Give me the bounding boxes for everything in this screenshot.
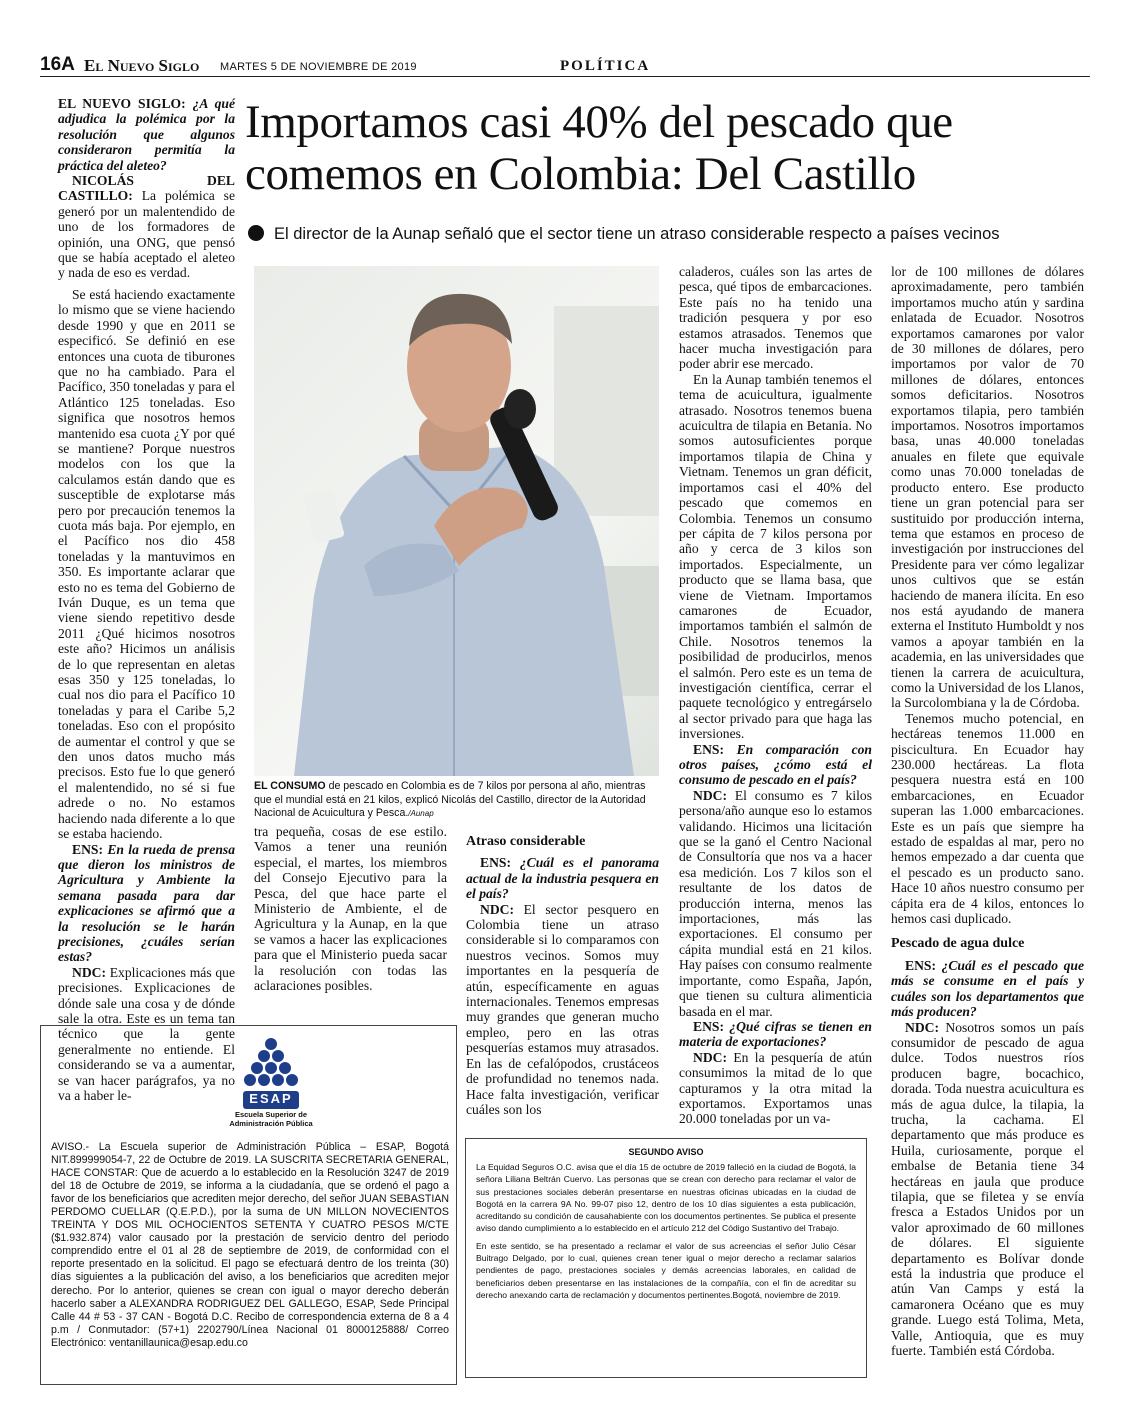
bullet-icon [248, 225, 264, 241]
question-2: ENS: En la rueda de prensa que dieron los ministros de Agricultura y Ambiente la semana pasada para dar explicaciones se afirmó que a la resolución se le harán precisiones, ¿cuáles serían estas? [58, 841, 235, 965]
issue-date: MARTES 5 DE NOVIEMBRE DE 2019 [220, 61, 417, 73]
column-4 [679, 264, 872, 1127]
notice-text: La Equidad Seguros O.C. avisa que el día 15 de octubre de 2019 falleció en la ciudad de Bogotá, la señora Liliana Beltrán Cuervo. Las personas que se crean con derecho para reclamar el valor de sus prestaciones sociales deberán presentarse en nuestras oficinas ubicadas en la ciudad de Bogotá en la carrera 9A No. 99-07 piso 12, dentro de los 10 días siguientes a esta publicación, acreditando su condición de causahabiente con los documentos pertinentes. Se publica el presente aviso dando cumplimiento a lo establecido en el artículo 212 del Código Sustantivo del Trabajo. En este sentido, se ha presentado a reclamar el valor de sus acreencias el señor Julio César Buitrago Delgado, por lo cual, quienes crean tener igual o mejor derecho a reclamar salarios pendientes de pago, prestaciones sociales y demás acreencias laborales, en calidad de beneficiarios deben presentarse en las instalaciones de la compañía, con el fin de acreditar su derecho anexando carta de reclamación y documentos pertinentes.Bogotá, noviembre de 2019. [476, 1162, 856, 1300]
answer: NDC: El sector pesquero en Colombia tiene un atraso considerable si lo comparamos con nuestros vecinos. Somos muy importantes en la pesquería de atún, específicamente en aguas internacionales. Tenemos empresas muy grandes que generan mucho empleo, pero en las otras pesquerías estamos muy atrasados. En las de cefalópodos, crustáceos de profundidad no tenemos nada. Hace falta investigación, verificar cuáles son los [466, 901, 659, 1117]
article-photo [254, 266, 659, 776]
speaker-photo-illustration [254, 266, 659, 776]
subheading: Atraso considerable [466, 834, 586, 849]
question: ENS: ¿Cuál es el panorama actual de la industria pesquera en el país? [466, 855, 659, 902]
column-5 [891, 264, 1084, 1358]
paragraph: caladeros, cuáles son las artes de pesca, qué tipos de embarcaciones. Este país no ha tenido una tradición pesquera y por eso estamos atrasados. Tenemos que hacer mucha investigación para poder abrir ese mercado. [679, 264, 872, 372]
newspaper-brand: El Nuevo Siglo [84, 56, 200, 75]
section-label: POLÍTICA [560, 58, 651, 74]
equidad-notice [465, 1138, 867, 1378]
paragraph: Se está haciendo exactamente lo mismo que se viene haciendo desde 1990 y que en 2011 se especificó. Se definió en ese entonces una cuota de tiburones que no ha cambiado. Para el Pacífico, 350 toneladas y para el Atlántico 125 toneladas. Eso significa que nosotros hemos mantenido esa cuota ¿Y por qué se mantiene? Porque nuestros modelos con los que la calculamos están dando que es susceptible de explotarse más pero por precaución tenemos la cuota más baja. Por ejemplo, en el Pacífico nos dio 458 toneladas y la mantuvimos en 350. Es importante aclarar que esto no es tema del Gobierno de Iván Duque, es un tema que viene siendo repetitivo desde 2011 ¿Qué hicimos nosotros este año? Hicimos un análisis de lo que representan en aletas esas 350 y 125 toneladas, lo cual nos dio para el Pacífico 10 toneladas y para el Caribe 5,2 toneladas. Eso con el propósito de aumentar el control y que se den unos datos mucho más precisos. Esto fue lo que generó el malentendido, no sé si fue adrede o no. No estamos haciendo nada diferente a lo que se estaba haciendo. [58, 286, 235, 842]
answer-1: NICOLÁS DEL CASTILLO: La polémica se generó por un malentendido de uno de los formadores de opinión, una ONG, que pensó que se había aceptado el aleteo y nada de eso es verdad. [58, 173, 235, 281]
answer-2: NDC: Explicaciones más que precisiones. Explicaciones de dónde sale una cosa y de dónde sale la otra. Este es un tema tan técnico que la gente generalmente no entiende. El considerando se va a aumentar, se van hacer parágrafos, ya no va a haber le- [58, 964, 235, 1103]
esap-logo-caption: Escuela Superior de Administración Pública [229, 1110, 313, 1128]
esap-logo-text: ESAP [249, 1091, 293, 1106]
question: ENS: ¿Qué cifras se tienen en materia de exportaciones? [679, 1018, 872, 1050]
header-rule [40, 76, 1090, 77]
paragraph: lor de 100 millones de dólares aproximadamente, pero también importamos mucho atún y sardina enlatada de Ecuador. Nosotros exportamos camarones por valor de 30 millones de dólares, pero importamos por valor de 70 millones de dólares, entonces somos deficitarios. Nosotros exportamos tilapia, pero también importamos. Nosotros importamos basa, unas 40.000 toneladas anuales en filete que equivale como unas 70.000 toneladas de producto entero. Ese producto tiene un gran potencial para ser sustituido por producción interna, tema que estamos en proceso de investigación por instrucciones del Presidente para ver cómo legalizar unos cultivos que se están haciendo de manera ilícita. En eso nos está ayudando de manera externa el Instituto Humboldt y nos vamos a apoyar también en la academia, en las universidades que tienen la carrera de acuicultura, como la Universidad de los Llanos, la Surcolombiana y la de Córdoba. [891, 264, 1084, 711]
headline: Importamos casi 40% del pescado que comemos en Colombia: Del Castillo [245, 96, 953, 200]
subheading: Pescado de agua dulce [891, 936, 1025, 952]
paragraph: tra pequeña, cosas de ese estilo. Vamos a tener una reunión especial, el martes, los miembros del Consejo Ejecutivo para la Pesca, del que hace parte el Ministerio de Ambiente, el de Agricultura y la Aunap, en la que se vamos a hacer las explicaciones para que el Ministerio pueda sacar la resolución con todas las aclaraciones posibles. [254, 824, 447, 994]
page-number: 16A [40, 54, 75, 75]
question: ENS: En comparación con otros países, ¿cómo está el consumo de pescado en el país? [679, 741, 872, 788]
esap-notice [40, 1025, 457, 1385]
answer: NDC: El consumo es 7 kilos persona/año aunque eso lo estamos validando. Hicimos una licitación que se la ganó el Centro Nacional de Consultoría que nos va a hacer esa medición. Los 7 kilos son el resultante de los datos de producción interna, menos las importaciones, más las exportaciones. El consumo per cápita mundial está en 21 kilos. Hay países con consumo realmente importante, como España, Japón, que tienen su cultura alimenticia basada en el mar. [679, 787, 872, 1019]
paragraph: Tenemos mucho potencial, en hectáreas tenemos 11.000 en piscicultura. En Ecuador hay 230.000 hectáreas. La flota pesquera nuestra está en 100 embarcaciones, en Ecuador superan las 1.000 embarcaciones. Este es un país que siempre ha estado de espaldas al mar, pero no hemos empezado a dar cuenta que el pescado es un producto sano. Hace 10 años nuestro consumo per cápita era de 4 kilos, entonces lo hemos casi duplicado. [891, 710, 1084, 927]
column-2 [254, 824, 447, 993]
photo-caption: EL CONSUMO de pescado en Colombia es de 7 kilos por persona al año, mientras que el mundial está en 21 kilos, explicó Nicolás del Castillo, director de la Autoridad Nacional de Acuicultura y Pesca./Aunap [254, 780, 646, 819]
question-1: EL NUEVO SIGLO: ¿A qué adjudica la polémica por la resolución que algunos consideraron permitía la práctica del aleteo? [58, 96, 235, 173]
answer: NDC: En la pesquería de atún consumimos la mitad de lo que capturamos y la otra mitad la exportamos. Exportamos unas 20.000 toneladas por un va- [679, 1049, 872, 1127]
column-1 [58, 96, 235, 1103]
paragraph: En la Aunap también tenemos el tema de acuicultura, igualmente atrasado. Nosotros tenemos buena acuicultra de tilapia en Betania. No somos autosuficientes porque importamos tilapia de China y Vietnam. Tenemos un gran déficit, importamos casi el 40% del pescado que comemos en Colombia. Tenemos un consumo per cápita de 7 kilos persona por año y cerca de 3 kilos son importados. Especialmente, un producto que se llama basa, que viene de Vietnam. Importamos camarones de Ecuador, importamos también el salmón de Chile. Nosotros tenemos la posibilidad de producirlos, menos el salmón. Pero este es un tema de investigación científica, cerrar el paquete tecnológico y entregárselo al sector privado para que haga las inversiones. [679, 371, 872, 742]
question: ENS: ¿Cuál es el pescado que más se consume en el país y cuáles son los departamentos que más producen? [891, 957, 1084, 1020]
notice-heading: SEGUNDO AVISO [628, 1147, 704, 1157]
column-3 [466, 830, 659, 1117]
esap-notice-text: AVISO.- La Escuela superior de Administración Pública – ESAP, Bogotá NIT.899999054-7, 22 de Octubre de 2019. LA SUSCRITA SECRETARIA GENERAL, HACE CONSTAR: Que de acuerdo a lo establecido en la Resolución 3247 de 2019 del 18 de Octubre de 2019, se informa a la ciudadanía, que se ordenó el pago a favor de los beneficiarios que acrediten mejor derecho, del señor JUAN SEBASTIAN PERDOMO CUELLAR (Q.E.P.D.), por la suma de UN MILLON NOVECIENTOS TREINTA Y DOS MIL OCHOCIENTOS SETENTA Y CUATRO PESOS M/CTE ($1.932.874) valor causado por la prestación de servicio dentro del periodo comprendido entre el 01 al 28 de septiembre de 2019, de conformidad con el reporte presentado en la solicitud. El pago se efectuará dentro de los treinta (30) días siguientes a la publicación del aviso, a los beneficiarios que acrediten mejor derecho. Por lo anterior, quienes se crean con igual o mayor derecho deberán hacerlo saber a ALEXANDRA RODRIGUEZ DEL GALLEGO, ESAP, Sede Principal Calle 44 # 53 - 37 CAN - Bogotá D.C. Recibo de correspondencia externa de 8 a 4 p.m / Conmutador: (57+1) 2202790/Línea Nacional 01 8000125888/ Correo Electrónico: ventanillaunica@esap.edu.co [51, 1141, 449, 1349]
page-header [40, 52, 1090, 78]
answer: NDC: Nosotros somos un país consumidor de pescado de agua dulce. Todos nuestros ríos producen bagre, bocachico, dorada. Toda nuestra acuicultura es más de agua dulce, la tilapia, la trucha, la cachama. El departamento que más produce es Huila, curiosamente, porque el embalse de Betania tiene 34 hectáreas en jaula que produce tilapia, que se filetea y se envía fresca a Estados Unidos por un valor aproximado de 60 millones de dólares. El siguiente departamento es Bolívar donde está la industria que produce el atún Van Camps y está la camaronera Océano que es muy grande. Luego está Tolima, Meta, Valle, Antioquia, que es muy fuerte. También está Córdoba. [891, 1019, 1084, 1359]
deck: El director de la Aunap señaló que el sector tiene un atraso considerable respecto a países vecinos [248, 225, 1108, 244]
